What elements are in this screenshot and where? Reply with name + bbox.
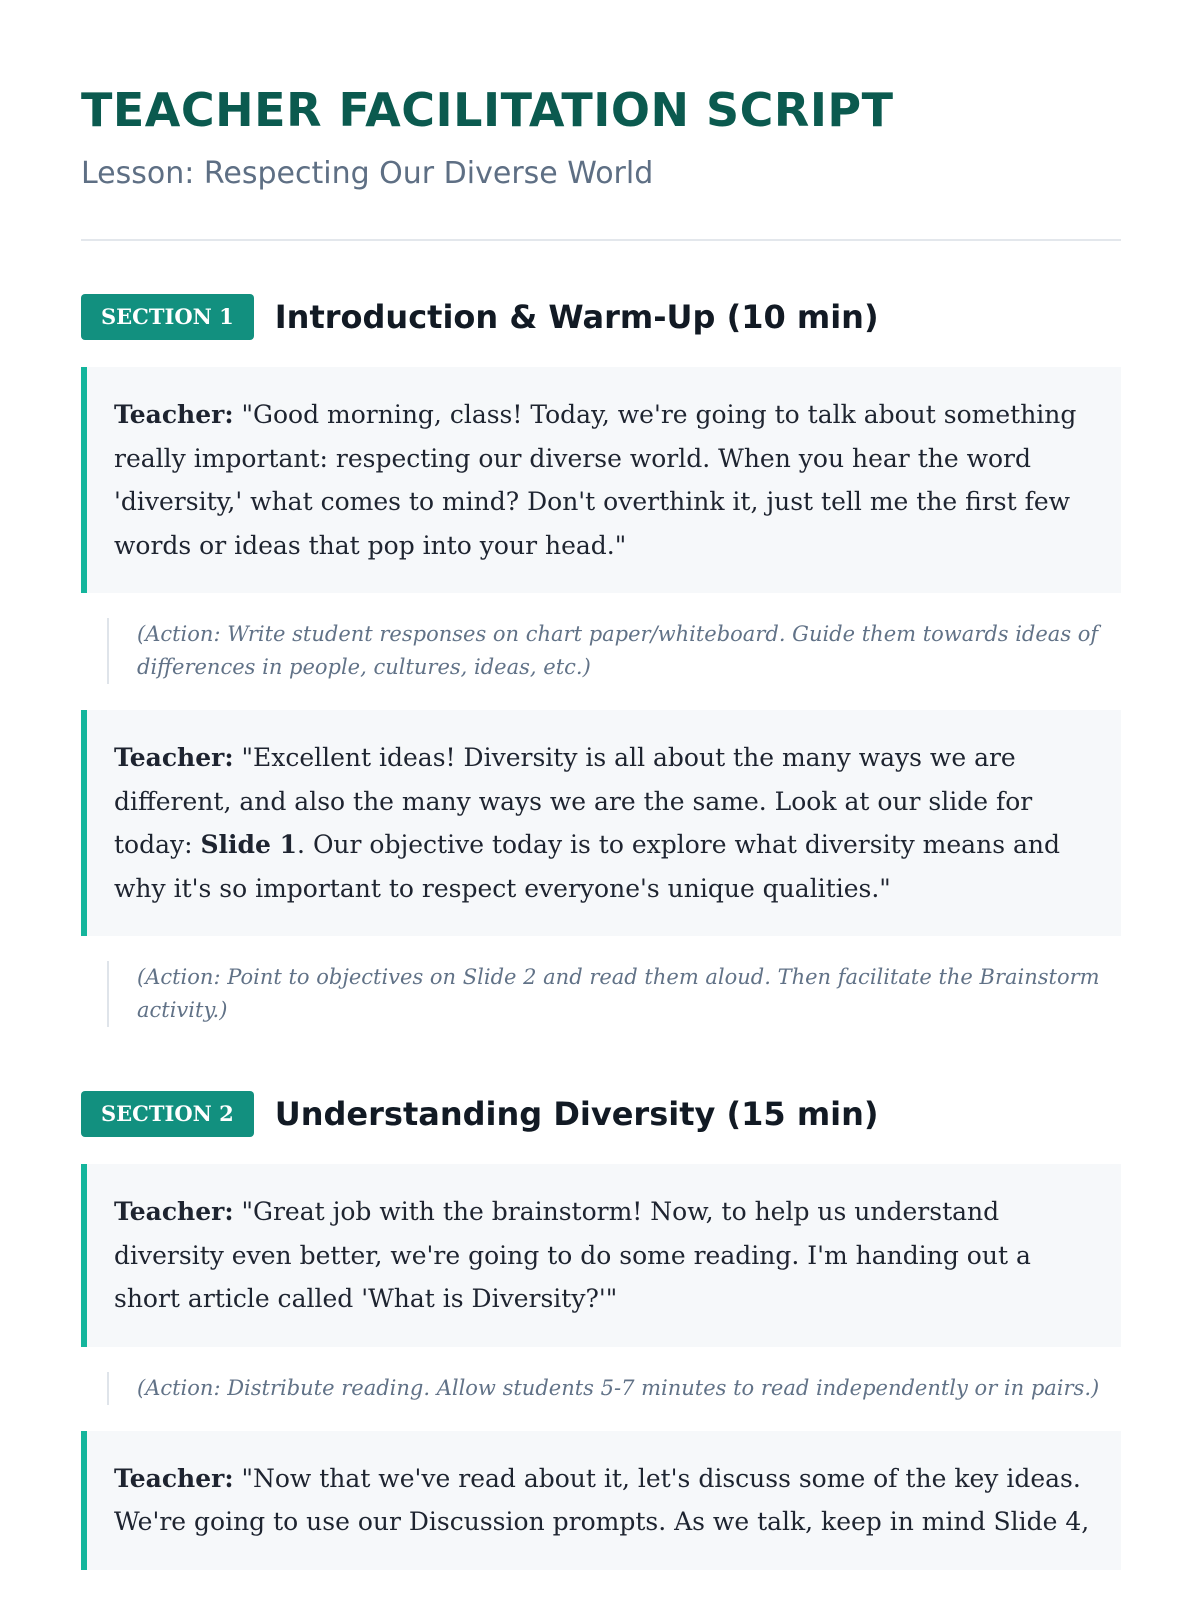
teacher-script-text: "Now that we've read about it, let's discuss some of the key ideas. We're going to use our Discussion prompts. As we talk, keep in mind Slide 4,	[114, 1463, 1090, 1536]
action-note: (Action: Write student responses on chart paper/whiteboard. Guide them towards ideas of differences in people, cultures, ideas, etc.)	[107, 618, 1121, 684]
section-title: Understanding Diversity (15 min)	[274, 1095, 879, 1133]
teacher-script-text: . Our objective today is to explore what diversity means and why it's so important to respect everyone's unique qualities."	[114, 830, 1060, 903]
teacher-script-text: "Great job with the brainstorm! Now, to help us understand diversity even better, we're going to do some reading. I'm handing out a short article called 'What is Diversity?'"	[114, 1197, 1031, 1313]
section-badge: SECTION 1	[81, 294, 254, 340]
action-note: (Action: Point to objectives on Slide 2 and read them aloud. Then facilitate the Brainstorm activity.)	[107, 961, 1121, 1027]
section-1-header	[81, 294, 1121, 340]
speaker-label: Teacher:	[114, 400, 234, 429]
section-badge: SECTION 2	[81, 1091, 254, 1137]
section-2-header	[81, 1091, 1121, 1137]
teacher-script-text: "Good morning, class! Today, we're going to talk about something really important: respecting our diverse world. When you hear the word 'diversity,' what comes to mind? Don't overthink it, just tell me the first few words or ideas that pop into your head."	[114, 400, 1077, 560]
action-note: (Action: Distribute reading. Allow students 5-7 minutes to read independently or in pairs.)	[107, 1372, 1121, 1405]
teacher-script-block	[81, 710, 1121, 936]
slide-reference: Slide 1	[200, 830, 298, 859]
speaker-label: Teacher:	[114, 743, 234, 772]
teacher-script-block	[81, 1164, 1121, 1347]
teacher-script-block	[81, 367, 1121, 593]
teacher-script-text: "Excellent ideas! Diversity is all about the many ways we are different, and also the many ways we are the same. Look at our slide for today:	[114, 743, 1033, 859]
document-title: TEACHER FACILITATION SCRIPT	[81, 83, 894, 137]
section-title: Introduction & Warm-Up (10 min)	[274, 298, 879, 336]
speaker-label: Teacher:	[114, 1463, 234, 1493]
document-page	[81, 0, 1121, 1570]
teacher-script-block	[81, 1431, 1121, 1570]
header-divider	[81, 239, 1121, 241]
lesson-subtitle: Lesson: Respecting Our Diverse World	[81, 156, 654, 191]
speaker-label: Teacher:	[114, 1197, 234, 1226]
